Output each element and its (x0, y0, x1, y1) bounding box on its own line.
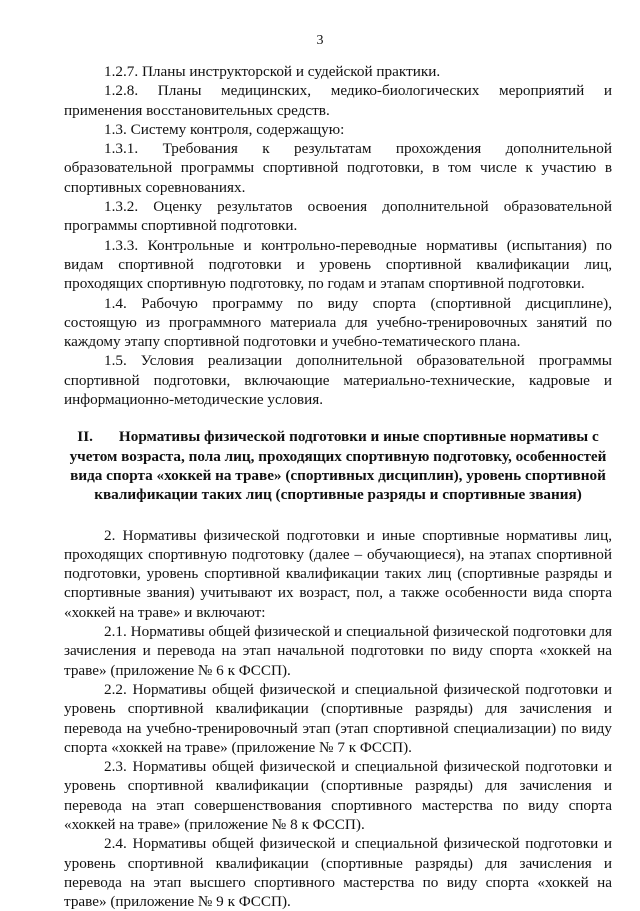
paragraph-1-4: 1.4. Рабочую программу по виду спорта (спортивной дисциплине), состоящую из программного материала для учебно-тренировочных занятий по каждому этапу спортивной подготовки и учебно-тематического плана. (64, 294, 612, 351)
document-body (64, 62, 612, 911)
paragraph-1-3-1: 1.3.1. Требования к результатам прохождения дополнительной образовательной программы спортивной подготовки, в том числе к участию в спортивных соревнованиях. (64, 140, 612, 196)
paragraph-2-3: 2.3. Нормативы общей физической и специальной физической подготовки и уровень спортивной квалификации (спортивные разряды) для зачисления и перевода на этап совершенствования спортивного мастерства по виду спорта «хоккей на траве» (приложение № 8 к ФССП). (64, 758, 612, 833)
section-number: II. (77, 428, 93, 446)
section-title: Нормативы физической подготовки и иные спортивные нормативы с учетом возраста, пола лиц, проходящих спортивную подготовку, особенностей вида спорта «хоккей на траве» (спортивных дисциплин), уровень спортивной квалификации таких лиц (спортивные разряды и спортивные звания) (69, 428, 607, 504)
paragraph-2-1: 2.1. Нормативы общей физической и специальной физической подготовки для зачисления и перевода на этап начальной подготовки по виду спорта «хоккей на траве» (приложение № 6 к ФССП). (64, 623, 612, 679)
paragraph-1-3: 1.3. Систему контроля, содержащую: (104, 120, 345, 138)
paragraph-2-2: 2.2. Нормативы общей физической и специальной физической подготовки и уровень спортивной квалификации (спортивные разряды) для зачисления и перевода на учебно-тренировочный этап (этап спортивной специализации) по виду спорта «хоккей на траве» (приложение № 7 к ФССП). (64, 680, 612, 756)
paragraph-1-5: 1.5. Условия реализации дополнительной образовательной программы спортивной подготовки, включающие материально-технические, кадровые и информационно-методические условия. (64, 352, 612, 409)
paragraph-1-3-2: 1.3.2. Оценку результатов освоения дополнительной образовательной программы спортивной подготовки. (64, 198, 612, 235)
paragraph-1-3-3: 1.3.3. Контрольные и контрольно-переводные нормативы (испытания) по видам спортивной подготовки и уровень спортивной квалификации лиц, проходящих спортивную подготовку, по годам и этапам спортивной подготовки. (64, 236, 612, 293)
paragraph-2: 2. Нормативы физической подготовки и иные спортивные нормативы лиц, проходящих спортивную подготовку (далее – обучающиеся), на этапах спортивной подготовки, уровень спортивной квалификации таких лиц (спортивные разряды и спортивные звания) учитывают их возраст, пол, а также особенности вида спорта «хоккей на траве» и включают: (64, 526, 612, 621)
paragraph-1-2-8: 1.2.8. Планы медицинских, медико-биологических мероприятий и применения восстановительных средств. (64, 82, 612, 119)
paragraph-1-2-7: 1.2.7. Планы инструкторской и судейской практики. (104, 63, 441, 80)
paragraph-2-4: 2.4. Нормативы общей физической и специальной физической подготовки и уровень спортивной квалификации (спортивные разряды) для зачисления и перевода на этап высшего спортивного мастерства по виду спорта «хоккей на траве» (приложение № 9 к ФССП). (64, 835, 612, 911)
page-number: 3 (316, 33, 324, 48)
section-heading (64, 427, 612, 504)
